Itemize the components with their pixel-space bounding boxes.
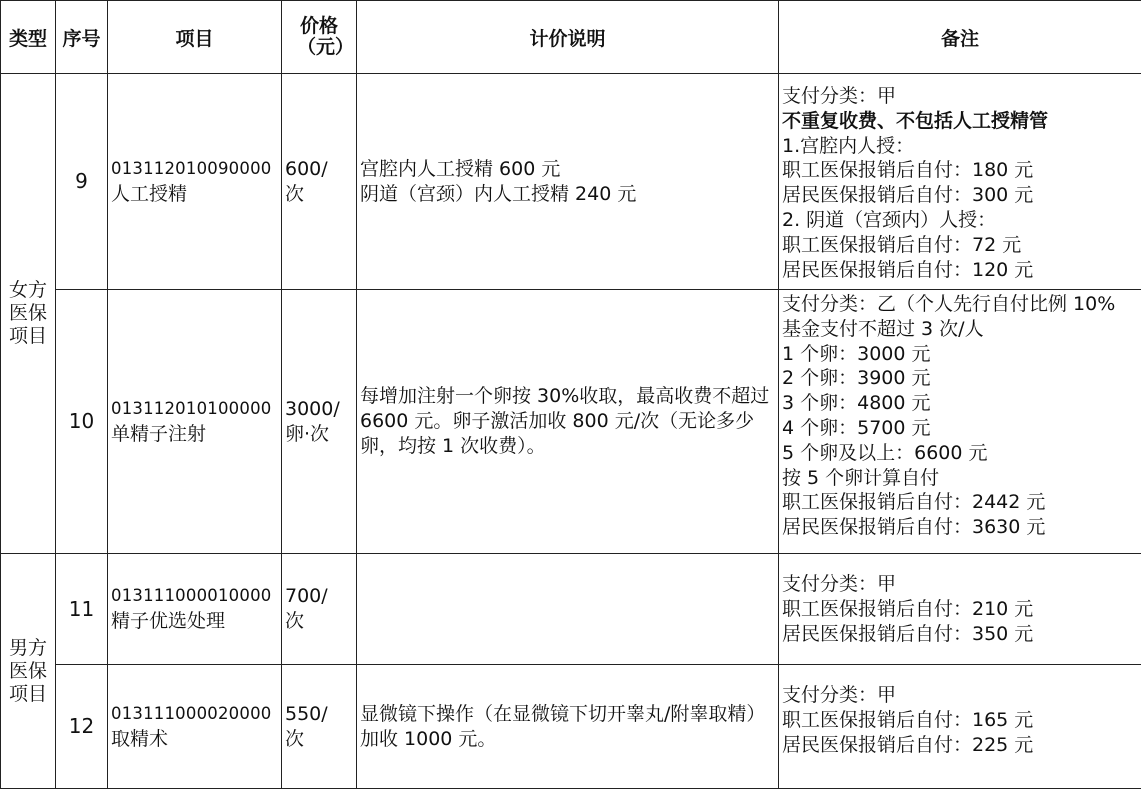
desc-line: 显微镜下操作（在显微镜下切开睾丸/附睾取精）加收 1000 元。 [360,702,766,750]
item-name: 人工授精 [111,182,188,205]
note-line: 居民医保报销后自付：300 元 [782,184,1034,207]
row-item [108,554,282,665]
note-line: 居民医保报销后自付：3630 元 [782,516,1046,539]
header-item: 项目 [108,1,282,74]
note-line: 4 个卵：5700 元 [782,416,931,439]
table-row [1,554,1141,665]
price-text: 700/次 [285,585,328,632]
note-line: 居民医保报销后自付：120 元 [782,258,1034,281]
note-line: 居民医保报销后自付：225 元 [782,733,1034,756]
row-seq: 9 [56,74,108,290]
table-row [1,665,1141,789]
row-price [282,290,357,554]
note-line: 居民医保报销后自付：350 元 [782,622,1034,645]
header-price-label: 价格（元） [297,15,355,58]
desc-line: 宫腔内人工授精 600 元 [360,157,561,180]
note-line: 3 个卵：4800 元 [782,392,931,415]
row-note [779,74,1141,290]
item-code: 013112010090000 [111,158,272,178]
header-price [282,1,357,74]
row-seq: 11 [56,554,108,665]
header-note: 备注 [779,1,1141,74]
header-seq: 序号 [56,1,108,74]
row-desc [357,290,779,554]
desc-line: 阴道（宫颈）内人工授精 240 元 [360,182,637,205]
header-desc: 计价说明 [357,1,779,74]
row-desc [357,665,779,789]
desc-line: 每增加注射一个卵按 30%收取，最高收费不超过 6600 元。卵子激活加收 800 元/次（无论多少卵，均按 1 次收费）。 [360,385,770,457]
header-row [1,1,1141,74]
item-code: 013111000010000 [111,586,272,606]
group-label-male-text: 男方医保项目 [8,636,47,705]
note-line: 基金支付不超过 3 次/人 [782,317,984,340]
row-item [108,74,282,290]
note-line: 职工医保报销后自付：165 元 [782,708,1034,731]
note-line: 5 个卵及以上：6600 元 [782,441,988,464]
row-price [282,554,357,665]
row-item [108,290,282,554]
note-line: 1 个卵：3000 元 [782,342,931,365]
table-row [1,74,1141,290]
row-note [779,554,1141,665]
item-name: 取精术 [111,727,169,750]
note-line: 职工医保报销后自付：180 元 [782,159,1034,182]
item-code: 013111000020000 [111,703,272,723]
row-price [282,74,357,290]
row-desc [357,554,779,665]
price-text: 550/次 [285,702,328,750]
table-row [1,290,1141,554]
item-name: 精子优选处理 [111,610,226,632]
note-line-bold: 不重复收费、不包括人工授精管 [782,109,1049,132]
header-type: 类型 [1,1,56,74]
row-seq: 12 [56,665,108,789]
group-label-male [1,554,56,789]
note-line: 支付分类：甲 [782,573,897,595]
note-line: 职工医保报销后自付：2442 元 [782,491,1046,514]
note-line: 职工医保报销后自付：210 元 [782,597,1034,620]
note-line: 1.宫腔内人授： [782,134,915,157]
row-note [779,290,1141,554]
note-line: 按 5 个卵计算自付 [782,466,940,489]
price-text: 600/次 [285,157,328,205]
group-label-female-text: 女方医保项目 [8,279,47,347]
row-note [779,665,1141,789]
item-name: 单精子注射 [111,422,207,445]
row-item [108,665,282,789]
note-line: 支付分类：甲 [782,85,897,107]
row-seq: 10 [56,290,108,554]
row-price [282,665,357,789]
item-code: 013112010100000 [111,398,272,418]
note-line: 支付分类：乙（个人先行自付比例 10% [782,293,1116,315]
price-text: 3000/卵·次 [285,397,340,445]
note-line: 职工医保报销后自付：72 元 [782,233,1022,256]
note-line: 支付分类：甲 [782,684,897,706]
row-desc [357,74,779,290]
note-line: 2 个卵：3900 元 [782,367,931,390]
note-line: 2. 阴道（宫颈内）人授： [782,208,997,231]
group-label-female [1,74,56,554]
